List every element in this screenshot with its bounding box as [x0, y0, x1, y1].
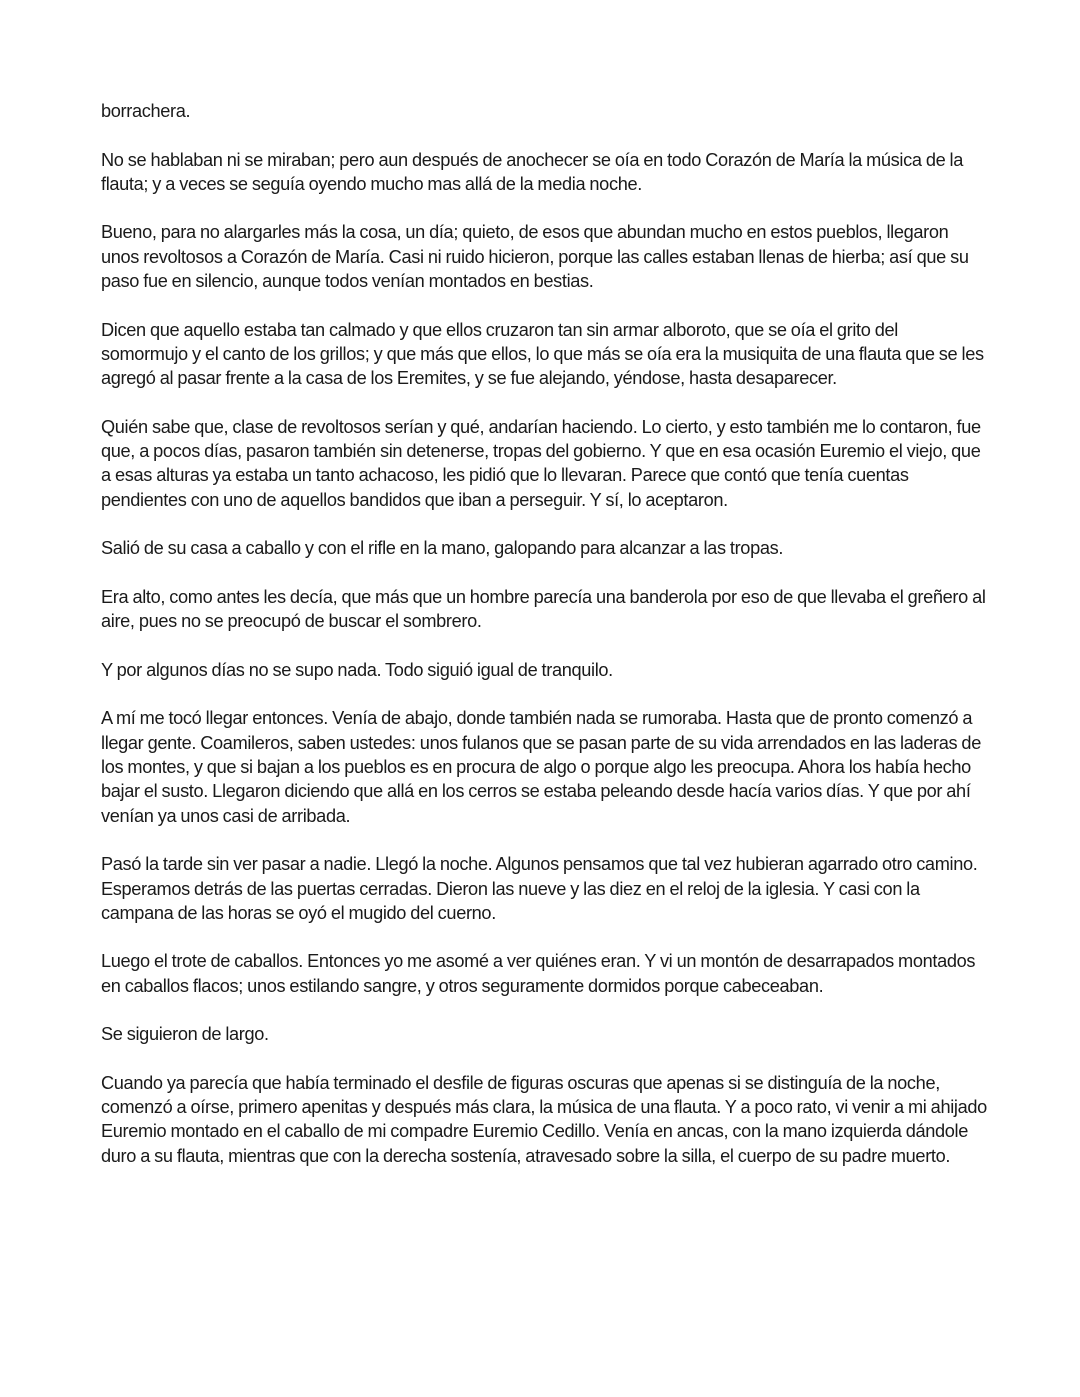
paragraph: Quién sabe que, clase de revoltosos serían y qué, andarían haciendo. Lo cierto, y esto también me lo contaron, fue que, a pocos días, pasaron también sin detenerse, tropas del gobierno. Y que en esa ocasión Euremio el viejo, que a esas alturas ya estaba un tanto achacoso, les pidió que lo llevaran. Parece que contó que tenía cuentas pendientes con uno de aquellos bandidos que iban a perseguir. Y sí, lo aceptaron.	[101, 416, 981, 510]
paragraph: Pasó la tarde sin ver pasar a nadie. Llegó la noche. Algunos pensamos que tal vez hubieran agarrado otro camino. Esperamos detrás de las puertas cerradas. Dieron las nueve y las diez en el reloj de la iglesia. Y casi con la campana de las horas se oyó el mugido del cuerno.	[101, 854, 978, 923]
paragraph: A mí me tocó llegar entonces. Venía de abajo, donde también nada se rumoraba. Hasta que de pronto comenzó a llegar gente. Coamileros, saben ustedes: unos fulanos que se pasan parte de su vida arrendados en las laderas de los montes, y que si bajan a los pueblos es en procura de algo o porque algo les preocupa. Ahora los había hecho bajar el susto. Llegaron diciendo que allá en los cerros se estaba peleando desde hacía varios días. Y que por ahí venían ya unos casi de arribada.	[101, 708, 981, 826]
paragraph: No se hablaban ni se miraban; pero aun después de anochecer se oía en todo Corazón de María la música de la flauta; y a veces se seguía oyendo mucho mas allá de la media noche.	[101, 149, 964, 194]
paragraph: Bueno, para no alargarles más la cosa, un día; quieto, de esos que abundan mucho en estos pueblos, llegaron unos revoltosos a Corazón de María. Casi ni ruido hicieron, porque las calles estaban llenas de hierba; así que su paso fue en silencio, aunque todos venían montados en bestias.	[101, 222, 969, 292]
paragraph: Y por algunos días no se supo nada. Todo siguió igual de tranquilo.	[101, 659, 613, 680]
document-page	[101, 99, 987, 1192]
paragraph: Se siguieron de largo.	[101, 1024, 269, 1045]
paragraph: borrachera.	[101, 101, 191, 121]
paragraph: Era alto, como antes les decía, que más que un hombre parecía una banderola por eso de que llevaba el greñero al aire, pues no se preocupó de buscar el sombrero.	[101, 586, 986, 632]
paragraph: Luego el trote de caballos. Entonces yo me asomé a ver quiénes eran. Y vi un montón de desarrapados montados en caballos flacos; unos estilando sangre, y otros seguramente dormidos porque cabeceaban.	[101, 951, 976, 996]
paragraph: Salió de su casa a caballo y con el rifle en la mano, galopando para alcanzar a las tropas.	[101, 538, 784, 559]
paragraph: Cuando ya parecía que había terminado el desfile de figuras oscuras que apenas si se distinguía de la noche, comenzó a oírse, primero apenitas y después más clara, la música de una flauta. Y a poco rato, vi venir a mi ahijado Euremio montado en el caballo de mi compadre Euremio Cedillo. Venía en ancas, con la mano izquierda dándole duro a su flauta, mientras que con la derecha sostenía, atravesado sobre la silla, el cuerpo de su padre muerto.	[101, 1072, 987, 1166]
paragraph: Dicen que aquello estaba tan calmado y que ellos cruzaron tan sin armar alboroto, que se oía el grito del somormujo y el canto de los grillos; y que más que ellos, lo que más se oía era la musiquita de una flauta que se les agregó al pasar frente a la casa de los Eremites, y se fue alejando, yéndose, hasta desaparecer.	[101, 319, 984, 389]
